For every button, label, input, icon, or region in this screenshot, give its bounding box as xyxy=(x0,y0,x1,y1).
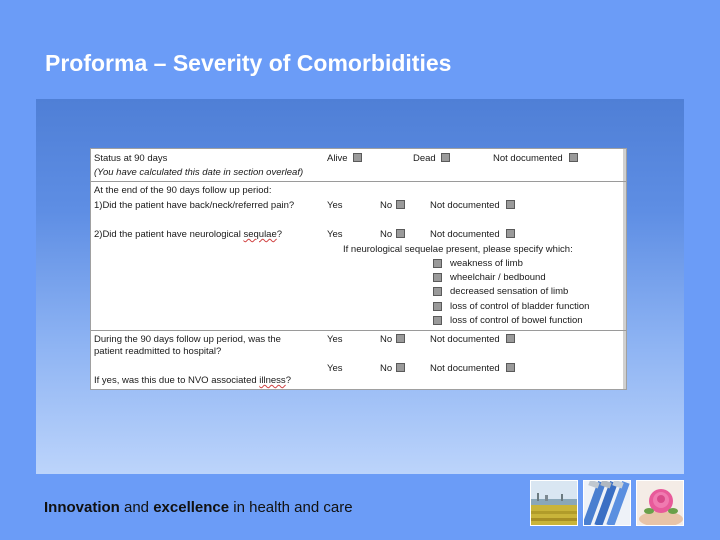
dead-checkbox[interactable] xyxy=(441,153,450,162)
q2-no-label: No xyxy=(380,229,393,240)
sequelae-weakness-label: weakness of limb xyxy=(450,258,523,269)
sequelae-checkbox-bladder[interactable] xyxy=(433,302,442,311)
test-tubes-image xyxy=(583,480,631,526)
q1-yes-label: Yes xyxy=(327,200,343,211)
period-heading: At the end of the 90 days follow up period: xyxy=(94,185,272,196)
dead-label: Dead xyxy=(413,153,436,164)
status-label: Status at 90 days xyxy=(94,153,168,164)
status-not-documented-checkbox[interactable] xyxy=(569,153,578,162)
question-2 xyxy=(94,229,282,240)
alive-label: Alive xyxy=(327,153,348,164)
q4-no-label: No xyxy=(380,363,393,374)
slide-title: Proforma – Severity of Comorbidities xyxy=(45,50,452,76)
sequelae-checkbox-wheelchair[interactable] xyxy=(433,273,442,282)
question-4-text: If yes, was this due to NVO associated xyxy=(94,375,260,386)
q3-not-documented-checkbox[interactable] xyxy=(506,334,515,343)
q3-not-documented-label: Not documented xyxy=(430,334,500,345)
alive-checkbox[interactable] xyxy=(353,153,362,162)
q4-no-checkbox[interactable] xyxy=(396,363,405,372)
sequelae-sensation-label: decreased sensation of limb xyxy=(450,286,569,297)
q2-no-checkbox[interactable] xyxy=(396,229,405,238)
question-3-line-2: patient readmitted to hospital? xyxy=(94,346,222,357)
question-1: 1)Did the patient have back/neck/referred pain? xyxy=(94,200,295,211)
row-divider xyxy=(91,181,626,182)
field-landscape-image xyxy=(530,480,578,526)
row-divider xyxy=(91,330,626,331)
tagline-innovation: Innovation xyxy=(44,499,120,516)
question-2-misspelled-word: sequlae xyxy=(243,229,277,240)
q3-no-label: No xyxy=(380,334,393,345)
q3-yes-label: Yes xyxy=(327,334,343,345)
q2-not-documented-checkbox[interactable] xyxy=(506,229,515,238)
q2-not-documented-label: Not documented xyxy=(430,229,500,240)
q1-not-documented-label: Not documented xyxy=(430,200,500,211)
tagline-excellence: excellence xyxy=(153,499,230,516)
sequelae-wheelchair-label: wheelchair / bedbound xyxy=(450,272,546,283)
q4-not-documented-checkbox[interactable] xyxy=(506,363,515,372)
tagline-rest: in health and care xyxy=(229,499,353,516)
question-4-mark: ? xyxy=(285,375,291,386)
q1-not-documented-checkbox[interactable] xyxy=(506,200,515,209)
sequelae-specify-label: If neurological sequelae present, please specify which: xyxy=(343,244,573,255)
q1-no-checkbox[interactable] xyxy=(396,200,405,209)
question-2-mark: ? xyxy=(276,229,283,240)
q4-yes-label: Yes xyxy=(327,363,343,374)
q2-yes-label: Yes xyxy=(327,229,343,240)
sequelae-checkbox-weakness[interactable] xyxy=(433,259,442,268)
q4-not-documented-label: Not documented xyxy=(430,363,500,374)
sequelae-checkbox-bowel[interactable] xyxy=(433,316,442,325)
proforma-form xyxy=(90,148,627,390)
footer-tagline xyxy=(44,499,353,516)
q1-no-label: No xyxy=(380,200,393,211)
sequelae-checkbox-sensation[interactable] xyxy=(433,287,442,296)
status-note: (You have calculated this date in section overleaf) xyxy=(94,167,304,178)
sequelae-bowel-label: loss of control of bowel function xyxy=(450,315,583,326)
tagline-and: and xyxy=(119,499,154,516)
rose-in-hands-image xyxy=(636,480,684,526)
sequelae-bladder-label: loss of control of bladder function xyxy=(450,301,590,312)
q3-no-checkbox[interactable] xyxy=(396,334,405,343)
form-edge xyxy=(623,149,626,389)
question-2-text: 2)Did the patient have neurological xyxy=(94,229,244,240)
question-4 xyxy=(94,375,291,386)
question-3-line-1: During the 90 days follow up period, was the xyxy=(94,334,281,345)
status-not-documented-label: Not documented xyxy=(493,153,563,164)
question-4-misspelled-word: illness xyxy=(259,375,286,386)
